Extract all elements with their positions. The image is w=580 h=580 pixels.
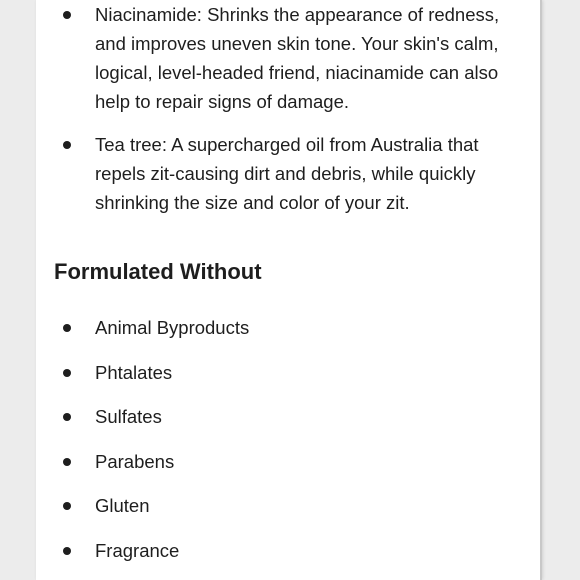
ingredient-text: Niacinamide: Shrinks the appearance of redness, and improves uneven skin tone. Your skin's calm, logical, level-headed friend, niacinamide can also help to repair signs of damage. [95, 4, 500, 112]
bullet-icon [63, 458, 71, 466]
list-item [54, 447, 249, 492]
list-item [54, 313, 249, 358]
excluded-ingredient: Parabens [95, 450, 175, 472]
bullet-icon [63, 324, 71, 332]
ingredient-list [54, 0, 534, 231]
content-panel [36, 0, 542, 580]
list-item [54, 0, 534, 116]
bullet-icon [63, 369, 71, 377]
list-item [54, 536, 249, 580]
excluded-ingredient: Fragrance [95, 539, 180, 561]
list-item [54, 402, 249, 447]
list-item [54, 358, 249, 403]
list-item [54, 130, 534, 217]
section-heading: Formulated Without [54, 259, 262, 284]
formulated-without-list [54, 313, 249, 580]
bullet-icon [63, 141, 71, 149]
ingredient-text: Tea tree: A supercharged oil from Australia that repels zit-causing dirt and debris, while quickly shrinking the size and color of your zit. [95, 134, 479, 213]
bullet-icon [63, 413, 71, 421]
excluded-ingredient: Gluten [95, 495, 150, 516]
excluded-ingredient: Sulfates [95, 406, 162, 427]
bullet-icon [63, 502, 71, 510]
excluded-ingredient: Animal Byproducts [95, 317, 250, 338]
bullet-icon [63, 11, 71, 19]
bullet-icon [63, 547, 71, 555]
excluded-ingredient: Phtalates [95, 361, 173, 383]
list-item [54, 491, 249, 536]
